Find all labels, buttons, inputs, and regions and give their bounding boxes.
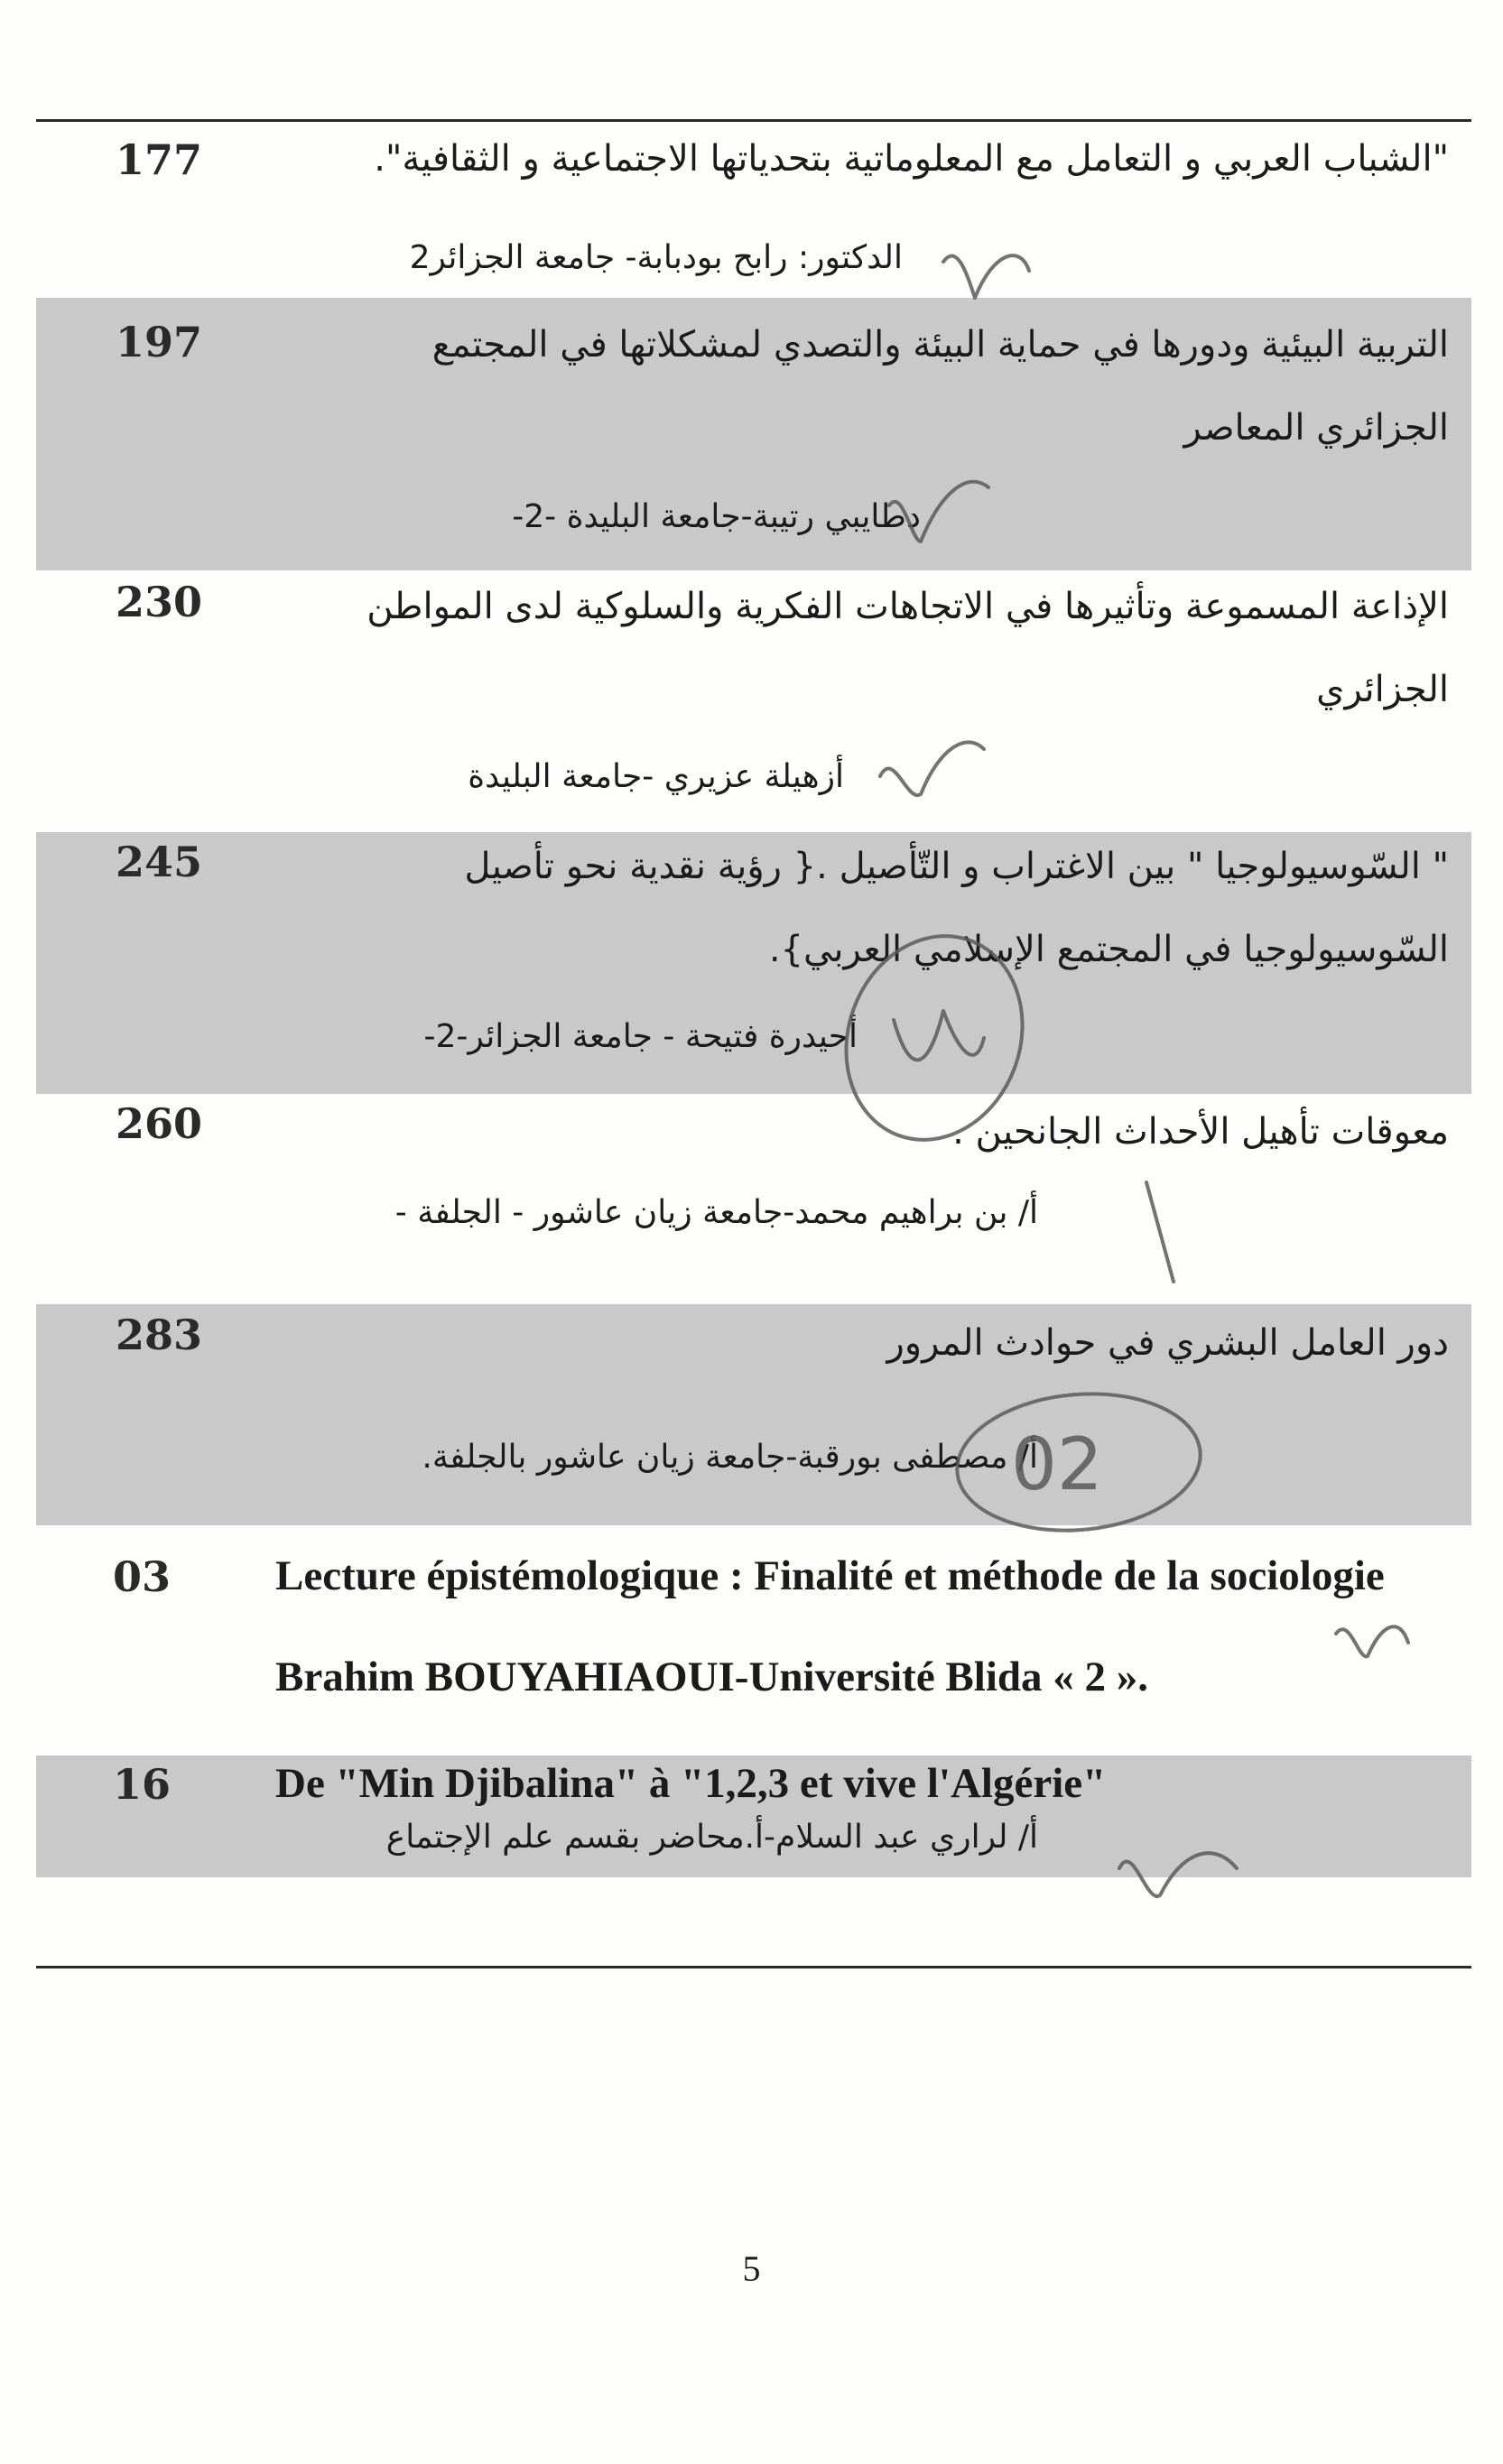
entry-author: أ/ بن براهيم محمد-جامعة زيان عاشور - الجلفة - [394,1194,1038,1231]
page-number: 260 [116,1099,203,1148]
entry-author: Brahim BOUYAHIAOUI-Université Blida « 2 ». [275,1653,1149,1700]
entry-author: دطايبي رتيبة-جامعة البليدة -2- [512,498,921,535]
pencil-checkmark [889,482,988,542]
entry-title: دور العامل البشري في حوادث المرور [886,1322,1449,1364]
page-number: 03 [113,1552,172,1601]
page-number: 230 [116,578,203,626]
entry-author: أحيدرة فتيحة - جامعة الجزائر-2- [423,1018,858,1055]
pencil-tick [1146,1182,1174,1282]
entry-author: الدكتور: رابح بودبابة- جامعة الجزائر2 [409,239,903,276]
pencil-checkmark [943,255,1029,298]
page-number: 197 [116,318,203,366]
entry-author: أ/ مصطفى بورقبة-جامعة زيان عاشور بالجلفة. [422,1439,1038,1476]
entry-title: "الشباب العربي و التعامل مع المعلوماتية بتحدياتها الاجتماعية و الثقافية". [374,138,1449,180]
pencil-checkmark [1119,1853,1237,1896]
page-number: 245 [116,838,203,886]
page-number: 177 [116,135,203,184]
entry-title: Lecture épistémologique : Finalité et méthode de la sociologie [275,1552,1385,1599]
page-number: 16 [113,1760,172,1809]
entry-title: التربية البيئية ودورها في حماية البيئة والتصدي لمشكلاتها في المجتمع الجزائري المعاصر [431,324,1449,449]
page-footer-number: 5 [742,2248,761,2289]
entry-title: معوقات تأهيل الأحداث الجانحين . [952,1111,1449,1153]
page-number: 283 [116,1311,203,1359]
entry-title: الإذاعة المسموعة وتأثيرها في الاتجاهات الفكرية والسلوكية لدى المواطن الجزائري [366,586,1449,710]
handwritten-note: 02 [1011,1422,1103,1506]
pencil-checkmark [1336,1626,1408,1656]
pencil-checkmark [880,742,984,795]
entry-author: أزهيلة عزيري -جامعة البليدة [468,758,844,795]
pencil-mark [894,1011,984,1060]
entry-title: " السّوسيولوجيا " بين الاغتراب و التّأصيل .{ رؤية نقدية نحو تأصيل السّوسيولوجيا في المجتمع الإسلامي العربي}. [464,846,1449,970]
entry-author: أ/ لراري عبد السلام-أ.محاضر بقسم علم الإجتماع [385,1819,1038,1856]
entry-title: De "Min Djibalina" à "1,2,3 et vive l'Algérie" [275,1760,1107,1807]
